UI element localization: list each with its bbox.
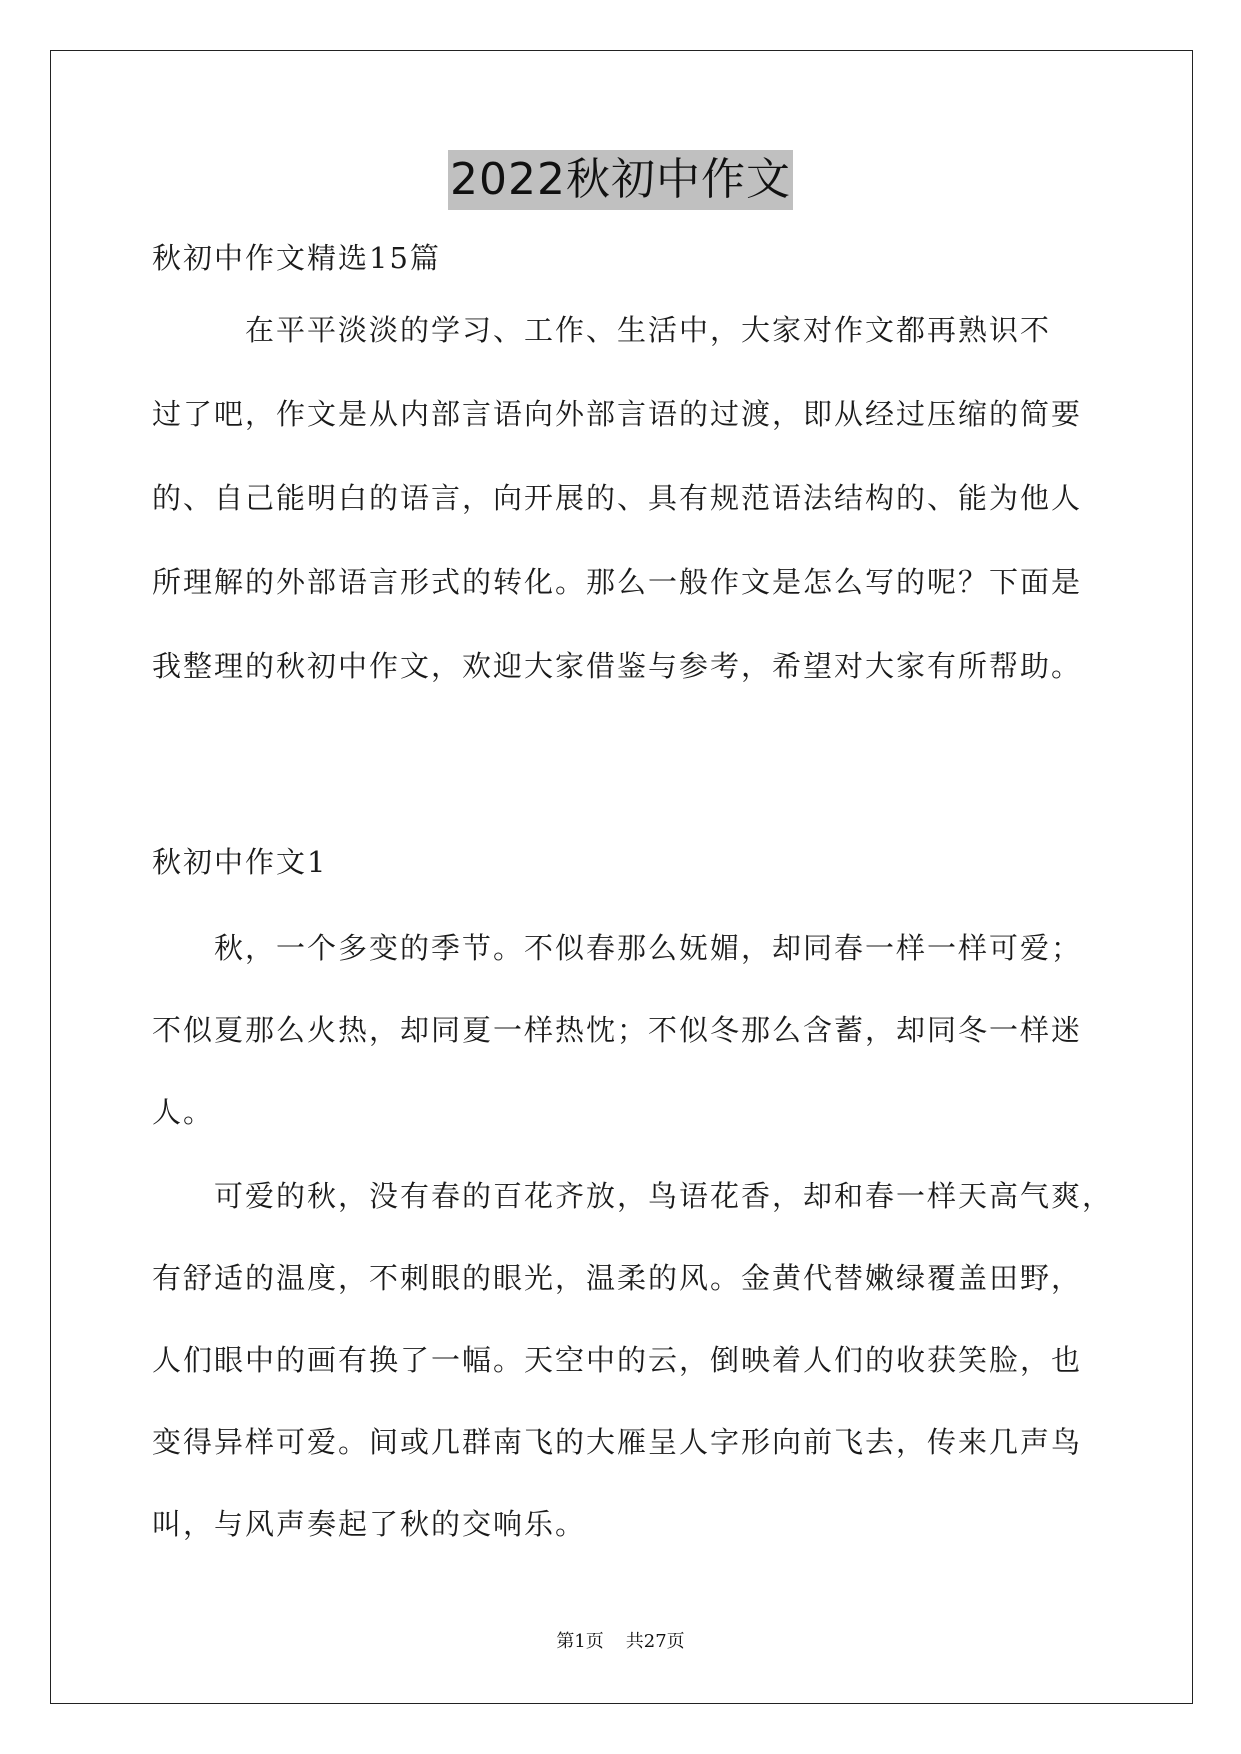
intro-line: 的、自己能明白的语言，向开展的、具有规范语法结构的、能为他人	[152, 481, 1083, 515]
title-container	[0, 150, 1241, 210]
page-number: 第1页	[556, 1631, 604, 1652]
section-paragraph-2	[152, 1155, 1114, 1565]
paragraph-line: 有舒适的温度，不刺眼的眼光，温柔的风。金黄代替嫩绿覆盖田野，	[152, 1261, 1083, 1295]
intro-line: 过了吧，作文是从内部言语向外部言语的过渡，即从经过压缩的简要	[152, 397, 1083, 431]
paragraph-line: 不似夏那么火热，却同夏一样热忱；不似冬那么含蓄，却同冬一样迷	[152, 1013, 1083, 1047]
document-title: 2022秋初中作文	[448, 150, 793, 210]
page-footer	[0, 1630, 1241, 1654]
paragraph-line: 可爱的秋，没有春的百花齐放，鸟语花香，却和春一样天高气爽，	[152, 1179, 1114, 1213]
page-total: 共27页	[625, 1631, 685, 1652]
paragraph-line: 叫，与风声奏起了秋的交响乐。	[152, 1507, 587, 1541]
intro-line: 在平平淡淡的学习、工作、生活中，大家对作文都再熟识不	[152, 313, 1052, 347]
paragraph-line: 变得异样可爱。间或几群南飞的大雁呈人字形向前飞去，传来几声鸟	[152, 1425, 1083, 1459]
paragraph-line: 人。	[152, 1095, 215, 1129]
paragraph-line: 人们眼中的画有换了一幅。天空中的云，倒映着人们的收获笑脸，也	[152, 1343, 1083, 1377]
intro-line: 我整理的秋初中作文，欢迎大家借鉴与参考，希望对大家有所帮助。	[152, 649, 1083, 683]
paragraph-line: 秋，一个多变的季节。不似春那么妩媚，却同春一样一样可爱；	[152, 931, 1083, 965]
intro-line: 所理解的外部语言形式的转化。那么一般作文是怎么写的呢？下面是	[152, 565, 1083, 599]
section-paragraph-1	[152, 907, 1092, 1153]
document-subtitle: 秋初中作文精选15篇	[152, 241, 441, 275]
section-heading: 秋初中作文1	[152, 845, 328, 879]
intro-paragraph	[152, 288, 1092, 708]
